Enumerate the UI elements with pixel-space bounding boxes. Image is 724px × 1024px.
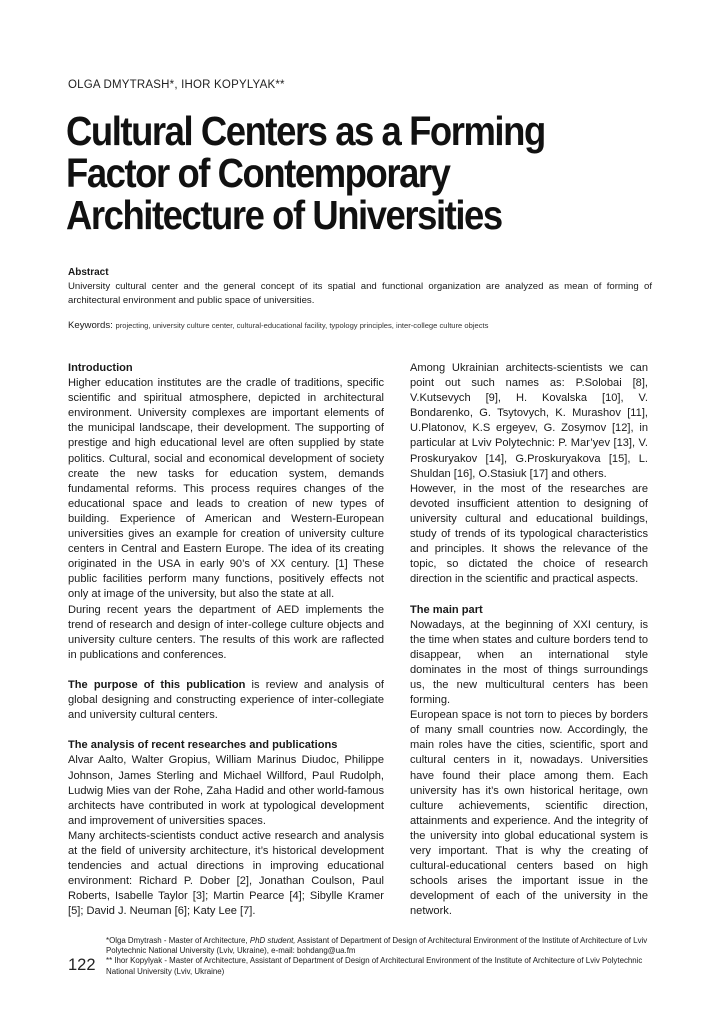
footnote-1 — [106, 936, 652, 956]
intro-paragraph: During recent years the department of AED implements the trend of research and design of inter-college culture objects and university culture centers. The results of this work are raflected in publications and conferences. — [68, 603, 384, 661]
main-part-heading: The main part — [410, 603, 483, 616]
main-part-paragraph: Nowadays, at the beginning of XXI century, is the time when states and culture borders tend to disappear, when an international style dominates in the most of things surroundings us, the new multicultural centers has been forming. — [410, 618, 648, 707]
main-part-paragraph: European space is not torn to pieces by borders of many small countries now. Accordingly, the main roles have the cities, scientific, sport and cultural centers in it, nowadays. Universities have found their place among them. Each university has it’s own historical heritage, own culture achievements, scientific direction, attainments and experience. And the integrity of the university into global educational system is very important. That is why the creating of cultural-educational centers based on high schools arises the important issue in the development of each of the university in the network. — [410, 709, 648, 918]
purpose-lead: The purpose of this publication — [68, 678, 246, 691]
title-line: Cultural Centers as a Forming — [66, 108, 545, 154]
page-number: 122 — [68, 956, 96, 974]
relevance-paragraph: However, in the most of the researches are devoted insufficient attention to designing of university cultural and educational buildings, study of trends of its typological characteristics and principles. It shows the relevance of the topic, so dictated the choice of research direction in the scientific and practical aspects. — [410, 482, 648, 586]
footnote-1-italic: PhD student, — [249, 936, 296, 945]
purpose-text: is review and analysis of global designing and constructing experience of inter-collegiate and university cultural centers. — [68, 678, 385, 722]
paper-title — [66, 110, 606, 236]
keywords-label: Keywords: — [68, 320, 113, 331]
researchers-paragraph: Among Ukrainian architects-scientists we can point out such names as: P.Solobai [8], V.Kutsevych [9], H. Kovalska [10], V. Bondarenko, G. Tsytovych, K. Murashov [11], U.Platonov, K.S ergeyev, G. Zosymov [12], in particular at Lviv Polytechnic: P. Mar’yev [13], V. Proskuryakov [14], G.Proskuryakova [15], L. Shuldan [16], O.Stasiuk [17] and others. — [410, 362, 648, 480]
analysis-paragraph: Alvar Aalto, Walter Gropius, William Marinus Diudoc, Philippe Johnson, James Sterling and Michael Willford, Paul Rudolph, Ludwig Mies van der Rohe, Zaha Hadid and other world-famous architects have contributed in work at typological development and improvement of universities spaces. — [68, 754, 384, 827]
keywords — [68, 320, 658, 331]
authors-line: OLGA DMYTRASH*, IHOR KOPYLYAK** — [68, 79, 285, 91]
right-column — [410, 361, 648, 919]
purpose-paragraph — [68, 678, 384, 723]
intro-paragraph: Higher education institutes are the cradle of traditions, specific scientific and spiritual atmosphere, depicted in architectural environment. University complexes are important elements of the municipal landscape, their development. The supporting of prestige and high educational level are often supplied by state politics. Cultural, social and economical development of society create the new tasks for education system, demands fundamental reforms. This process requires changes of the educational space and leads to creation of new types of building. Experience of American and Western-European universities gives an example for creation of university culture centers in Central and Eastern Europe. The idea of its creating originated in the USA in early 90’s of XX century. [1] These public facilities perform many functions, positively effects not only at image of the university, but also the state at all. — [68, 377, 384, 601]
analysis-heading: The analysis of recent researches and publications — [68, 739, 338, 752]
title-line: Factor of Contemporary — [66, 150, 450, 196]
analysis-paragraph: Many architects-scientists conduct active research and analysis at the field of university architecture, it’s historical development tendencies and actual directions in improving educational environment: Richard P. Dober [2], Jonathan Coulson, Paul Roberts, Isabelle Taylor [3]; Martin Pearce [4]; Sibylle Kramer [5]; David J. Neuman [6]; Katy Lee [7]. — [68, 829, 384, 918]
abstract-text: University cultural center and the general concept of its spatial and functional organization are analyzed as mean of forming of architectural environment and public space of universities. — [68, 281, 652, 306]
title-line: Architecture of Universities — [66, 192, 502, 238]
keywords-text: projecting, university culture center, cultural-educational facility, typology principles, inter-college culture objects — [115, 321, 489, 330]
footnote-1-text: *Olga Dmytrash - Master of Architecture, — [106, 936, 250, 945]
left-column — [68, 361, 384, 919]
footnote-1-text: Assistant of Department of Design of Architectural Environment of the Institute of Architecture of Lviv Polytechnic National University (Lviv, Ukraine), e-mail: bohdang@ua.fm — [106, 936, 648, 956]
intro-heading: Introduction — [68, 362, 133, 374]
footnote-2: ** Ihor Kopylyak - Master of Architecture, Assistant of Department of Design of Architectural Environment of the Institute of Architecture of Lviv Polytechnic National University (Lviv, Ukraine) — [106, 956, 643, 976]
footnotes — [106, 936, 652, 977]
abstract-label: Abstract — [68, 267, 109, 278]
